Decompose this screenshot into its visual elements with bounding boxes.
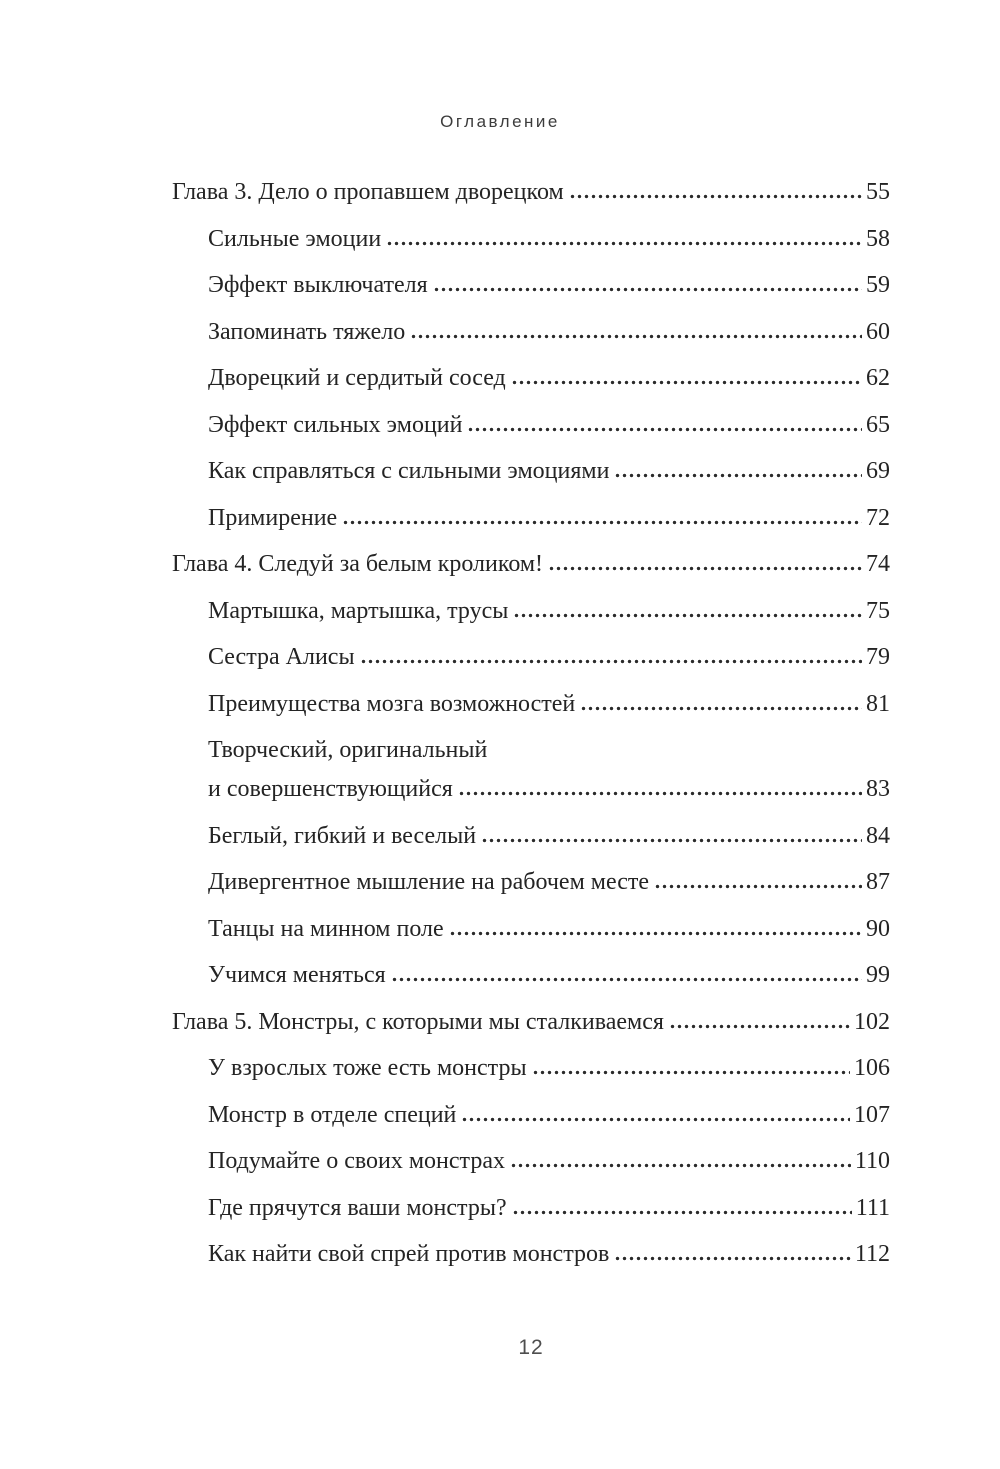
toc-entry-row — [172, 822, 890, 851]
dot-leader — [614, 473, 862, 478]
toc-entry-page: 55 — [866, 179, 890, 205]
toc-entry-page: 84 — [866, 822, 890, 849]
dot-leader — [342, 520, 862, 525]
dot-leader — [532, 1070, 850, 1075]
toc-entry-title: Мартышка, мартышка, трусы — [208, 597, 509, 624]
dot-leader — [513, 613, 862, 618]
toc-entry-page: 110 — [854, 1148, 890, 1174]
toc-entry-page: 59 — [866, 272, 890, 298]
toc-entry-row — [172, 318, 890, 347]
toc-chapter-row — [172, 1008, 890, 1037]
toc-entry-row — [172, 457, 890, 486]
toc-chapter-row — [172, 178, 890, 207]
toc-entry-page: 65 — [866, 411, 890, 438]
dot-leader — [580, 706, 862, 711]
dot-leader — [391, 977, 862, 982]
toc-entry-row — [172, 643, 890, 672]
toc-entry-row — [172, 961, 890, 990]
toc-entry-title: Учимся меняться — [208, 962, 386, 988]
toc-entry-row — [172, 1147, 890, 1176]
dot-leader — [449, 931, 862, 936]
dot-leader — [360, 659, 862, 664]
toc-entry-title: Беглый, гибкий и веселый — [208, 822, 477, 849]
toc-entry-row — [172, 1054, 890, 1083]
toc-entry-page: 106 — [854, 1055, 890, 1081]
toc-entry-page: 107 — [854, 1101, 890, 1128]
toc-entry-page: 83 — [866, 776, 890, 802]
toc-entry-page: 69 — [866, 458, 890, 484]
dot-leader — [548, 566, 862, 571]
toc-entry-page: 112 — [854, 1241, 890, 1267]
dot-leader — [386, 241, 862, 246]
toc-entry-page: 81 — [866, 690, 890, 717]
toc-entry-title: Глава 3. Дело о пропавшем дворецком — [172, 179, 564, 205]
dot-leader — [458, 791, 862, 796]
toc-entry-title: и совершенствующийся — [208, 776, 453, 802]
toc-entry-row — [172, 364, 890, 393]
toc-chapter-row — [172, 550, 890, 579]
dot-leader — [410, 334, 862, 339]
toc-entry-title: Творческий, оригинальный — [208, 737, 488, 763]
toc-entry-row — [172, 868, 890, 897]
toc-entry-row — [172, 504, 890, 533]
toc-entry-row — [172, 736, 890, 765]
toc-entry-page: 74 — [866, 551, 890, 577]
toc-entry-page: 60 — [866, 318, 890, 345]
dot-leader — [467, 427, 862, 432]
toc-entry-row — [172, 597, 890, 626]
dot-leader — [669, 1024, 850, 1029]
toc-entry-page: 58 — [866, 225, 890, 252]
toc-entry-row — [172, 915, 890, 944]
toc-entry-page: 87 — [866, 869, 890, 895]
toc-entry-page: 72 — [866, 504, 890, 531]
toc-entry-page: 90 — [866, 915, 890, 942]
toc-entry-title: Как справляться с сильными эмоциями — [208, 458, 610, 484]
toc-entry-title: Подумайте о своих монстрах — [208, 1148, 505, 1174]
toc-entry-title: Сильные эмоции — [208, 225, 382, 252]
toc-entry-row — [172, 690, 890, 719]
toc-entry-title: Танцы на минном поле — [208, 915, 444, 942]
toc-entry-title: Примирение — [208, 504, 338, 531]
dot-leader — [461, 1117, 850, 1122]
toc-entry-title: Преимущества мозга возможностей — [208, 690, 576, 717]
toc-entry-title: Глава 5. Монстры, с которыми мы сталкиваемся — [172, 1008, 664, 1035]
dot-leader — [654, 884, 862, 889]
toc-entry-title: Эффект сильных эмоций — [208, 411, 463, 438]
toc-entry-row — [172, 411, 890, 440]
toc-entry-title: У взрослых тоже есть монстры — [208, 1055, 527, 1081]
table-of-contents — [172, 178, 890, 1269]
toc-entry-page: 62 — [866, 365, 890, 391]
dot-leader — [433, 287, 862, 292]
toc-entry-title: Дворецкий и сердитый сосед — [208, 365, 506, 391]
toc-entry-page: 99 — [866, 962, 890, 988]
toc-entry-page: 75 — [866, 597, 890, 624]
toc-entry-title: Сестра Алисы — [208, 644, 355, 670]
toc-entry-row — [172, 775, 890, 804]
dot-leader — [510, 1163, 851, 1168]
toc-entry-row — [172, 271, 890, 300]
dot-leader — [614, 1256, 851, 1261]
toc-entry-page: 111 — [855, 1194, 890, 1221]
toc-entry-title: Дивергентное мышление на рабочем месте — [208, 869, 649, 895]
toc-entry-title: Запоминать тяжело — [208, 318, 406, 345]
folio-page-number: 12 — [518, 1336, 544, 1359]
dot-leader — [481, 838, 862, 843]
toc-entry-title: Глава 4. Следуй за белым кроликом! — [172, 551, 544, 577]
dot-leader — [569, 194, 862, 199]
toc-entry-title: Эффект выключателя — [208, 272, 428, 298]
toc-entry-title: Где прячутся ваши монстры? — [208, 1194, 507, 1221]
dot-leader — [512, 1210, 852, 1215]
toc-entry-page: 79 — [866, 644, 890, 670]
toc-entry-row — [172, 1240, 890, 1269]
running-head: Оглавление — [440, 112, 560, 131]
toc-entry-title: Как найти свой спрей против монстров — [208, 1241, 610, 1267]
toc-entry-title: Монстр в отделе специй — [208, 1101, 457, 1128]
toc-entry-row — [172, 225, 890, 254]
toc-entry-page: 102 — [854, 1008, 890, 1035]
toc-entry-row — [172, 1194, 890, 1223]
dot-leader — [511, 380, 862, 385]
toc-entry-row — [172, 1101, 890, 1130]
